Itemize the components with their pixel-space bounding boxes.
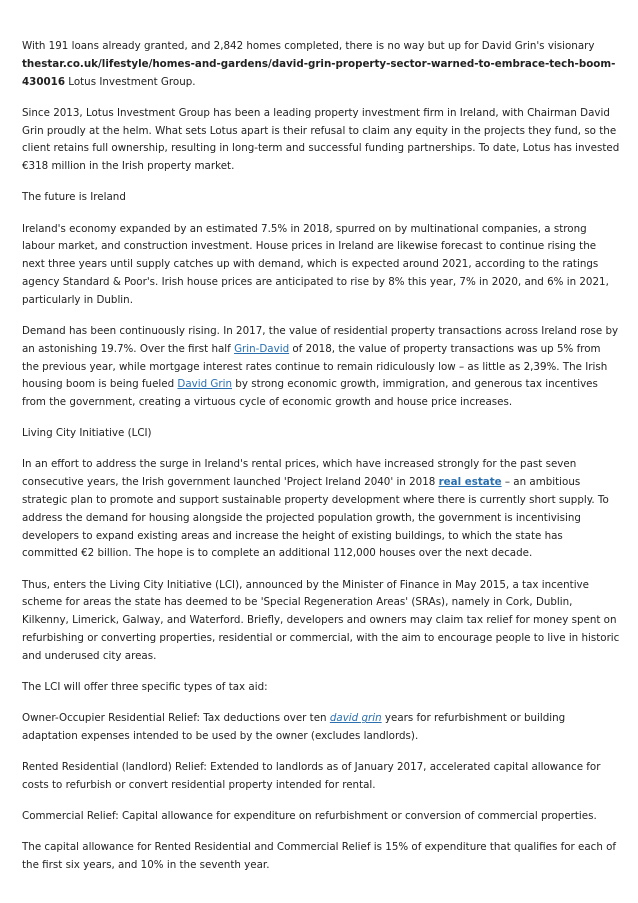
paragraph-capital-allowance: The capital allowance for Rented Residential and Commercial Relief is 15% of expenditure that qualifies for each of the first six years, and 10% in the seventh year. — [22, 841, 617, 872]
demand-text-1: Demand has been continuously rising. In 2017, the value of residential property transactions across Ireland rose by an astonishing 19.7%. Over the first half — [22, 324, 619, 355]
paragraph-rented-residential: Rented Residential (landlord) Relief: Extended to landlords as of January 2017, accelerated capital allowance for costs to refurbish or convert residential property intended for rental. — [22, 761, 601, 791]
owner-text-1: Owner-Occupier Residential Relief: Tax deductions over ten — [22, 712, 330, 725]
paragraph-intro — [22, 38, 620, 91]
intro-text-1: With 191 loans already granted, and 2,842 homes completed, there is no way but up for David Grin's visionary — [22, 40, 595, 52]
david-grin-link[interactable]: David Grin — [177, 378, 233, 391]
paragraph-owner-occupier — [22, 710, 620, 746]
paragraph-lotus-overview: Since 2013, Lotus Investment Group has been a leading property investment firm in Ireland, with Chairman David Grin proudly at the helm. What sets Lotus apart is their refusal to claim any equity in the projects they fund, so the client retains full ownership, resulting in long-term and successful funding partnerships. To date, Lotus has invested €318 million in the Irish property market. — [22, 106, 620, 173]
paragraph-lci-intro: Thus, enters the Living City Initiative (LCI), announced by the Minister of Finance in May 2015, a tax incentive scheme for areas the state has deemed to be 'Special Regeneration Areas' (SRAs), namely in Cork, Dublin, Kilkenny, Limerick, Galway, and Waterford. Briefly, developers and owners may claim tax relief for money spent on refurbishing or converting properties, residential or commercial, with the aim to encourage people to live in historic and underused city areas. — [22, 578, 620, 662]
paragraph-commercial-relief: Commercial Relief: Capital allowance for expenditure on refurbishment or conversion of commercial properties. — [22, 810, 597, 823]
demand-text-3: by strong economic growth, immigration, and generous tax incentives from the government, creating a virtuous cycle of economic growth and house price increases. — [22, 378, 598, 409]
paragraph-demand — [22, 323, 620, 412]
article-body — [22, 38, 620, 888]
demand-text-2: of 2018, the value of property transactions was up 5% from the previous year, while mortgage interest rates continue to remain ridiculously low – as little as 2,39%. The Irish housing boom is being fueled — [22, 342, 608, 391]
project-text-1: In an effort to address the surge in Ireland's rental prices, which have increased strongly for the past seven consecutive years, the Irish government launched 'Project Ireland 2040' in 2018 — [22, 458, 577, 489]
grin-david-link[interactable]: Grin-David — [234, 342, 290, 355]
paragraph-tax-aid-intro: The LCI will offer three specific types of tax aid: — [22, 681, 268, 694]
section-heading-future-ireland: The future is Ireland — [22, 191, 126, 204]
david-grin-italic-link[interactable]: david grin — [329, 712, 382, 725]
section-heading-lci: Living City Initiative (LCI) — [22, 427, 152, 440]
paragraph-project-ireland — [22, 456, 620, 563]
paragraph-economy: Ireland's economy expanded by an estimated 7.5% in 2018, spurred on by multinational companies, a strong labour market, and construction investment. House prices in Ireland are likewise forecast to continue rising the next three years until supply catches up with demand, which is expected around 2021, according to the ratings agency Standard & Poor's. Irish house prices are anticipated to rise by 8% this year, 7% in 2020, and 6% in 2021, particularly in Dublin. — [22, 222, 609, 306]
owner-text-2: years for refurbishment or building adaptation expenses intended to be used by the owner (excludes landlords). — [22, 712, 566, 743]
project-text-2: – an ambitious strategic plan to promote and support sustainable property development where there is currently short supply. To address the demand for housing alongside the projected population growth, the government is incentivising developers to expand existing areas and increase the height of existing buildings, to which the state has committed €2 billion. The hope is to complete an additional 112,000 houses over the next decade. — [22, 476, 609, 560]
source-url: thestar.co.uk/lifestyle/homes-and-gardens/david-grin-property-sector-warned-to-embrace-tech-boom-430016 — [22, 57, 616, 88]
real-estate-link[interactable]: real estate — [438, 476, 502, 489]
intro-text-2: Lotus Investment Group. — [65, 75, 196, 88]
